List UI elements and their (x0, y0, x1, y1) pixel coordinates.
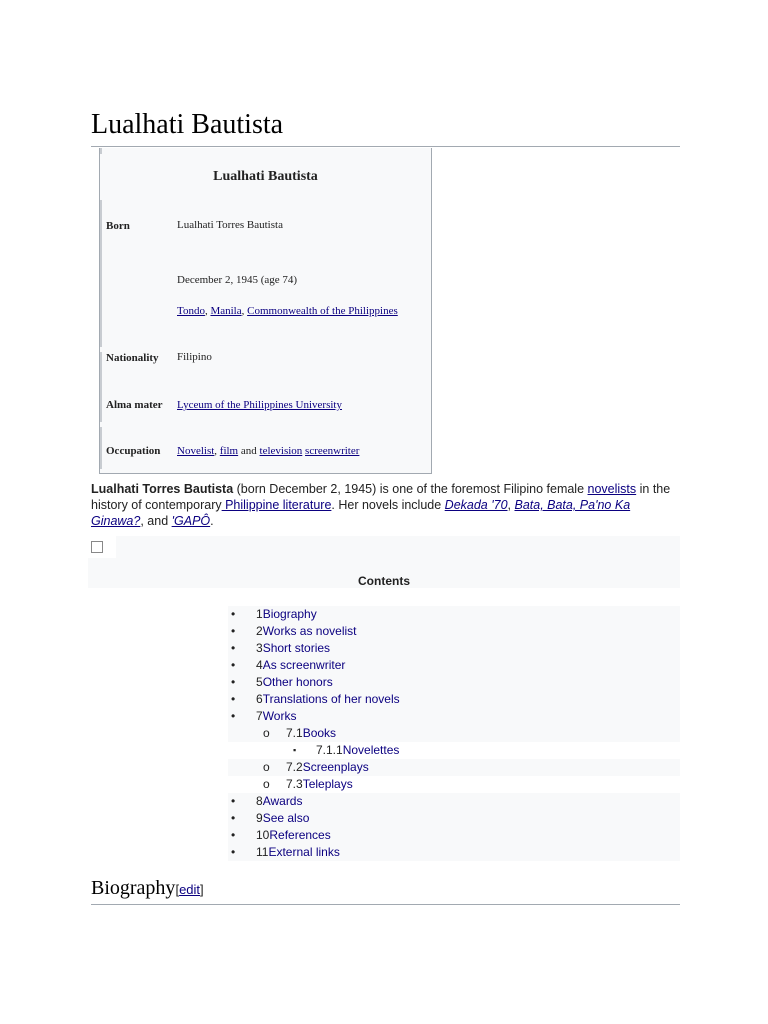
toc-bullet: o (263, 760, 270, 774)
toc-number: 4 (256, 658, 263, 672)
toc-number: 7 (256, 709, 263, 723)
toc-number: 7.1.1 (316, 743, 343, 757)
toc-item[interactable] (228, 844, 680, 861)
link-film[interactable]: film (219, 445, 239, 457)
toc-link[interactable] (256, 606, 317, 623)
toc-link[interactable] (316, 742, 399, 759)
toc-link[interactable] (256, 708, 296, 725)
toc-item[interactable] (228, 810, 680, 827)
toc-link[interactable] (256, 844, 340, 861)
section-heading-biography (91, 876, 680, 905)
toc-bullet: • (231, 811, 236, 825)
toc-item[interactable] (228, 725, 680, 742)
toc-item[interactable] (228, 776, 680, 793)
toc-label: Translations of her novels (262, 692, 400, 706)
toc-label: Works as novelist (262, 624, 357, 638)
link-dekada-70[interactable]: Dekada '70 (444, 498, 508, 512)
toc-item[interactable] (228, 793, 680, 810)
toc-label: References (269, 828, 331, 842)
toc-link[interactable] (256, 810, 309, 827)
toc-link[interactable] (256, 674, 333, 691)
bracket: ] (200, 882, 204, 897)
link-novelist[interactable]: Novelist (177, 445, 215, 457)
toc-number: 10 (256, 828, 270, 842)
toc-label: Novelettes (342, 743, 400, 757)
toc-item[interactable] (228, 657, 680, 674)
toc-number: 9 (256, 811, 263, 825)
link-gapo[interactable]: 'GAPÔ (171, 514, 211, 528)
born-name: Lualhati Torres Bautista (177, 219, 283, 231)
lead-bold-name: Lualhati Torres Bautista (91, 482, 234, 496)
toc-bullet: • (231, 828, 236, 842)
toc-link[interactable] (286, 759, 369, 776)
link-lyceum[interactable]: Lyceum of the Philippines University (177, 399, 342, 411)
toc-item[interactable] (228, 640, 680, 657)
toc-number: 1 (256, 607, 263, 621)
link-television[interactable]: television (259, 445, 303, 457)
toc-item[interactable] (228, 827, 680, 844)
link-novelists[interactable]: novelists (587, 482, 637, 496)
alma-mater-value (177, 399, 342, 411)
toc-label: Works (262, 709, 297, 723)
infobox-caption: Lualhati Bautista (213, 169, 318, 184)
link-philippine-literature[interactable]: Philippine literature (221, 498, 332, 512)
toc-item[interactable] (228, 708, 680, 725)
born-date: December 2, 1945 (age 74) (177, 274, 298, 286)
toc-bullet: • (231, 675, 236, 689)
toc-link[interactable] (256, 691, 400, 708)
nationality-label: Nationality (106, 352, 159, 364)
occupation-label: Occupation (106, 445, 161, 457)
separator: and (238, 445, 260, 457)
lead-text: . (210, 514, 214, 528)
toc-bullet: • (231, 607, 236, 621)
lead-text: (born December 2, 1945) is one of the foremost Filipino female (233, 482, 588, 496)
lead-text: , (507, 498, 515, 512)
toc-number: 3 (256, 641, 263, 655)
occupation-value (177, 445, 359, 457)
toc-bullet: • (231, 641, 236, 655)
toc-item[interactable] (228, 623, 680, 640)
toc-label: See also (262, 811, 310, 825)
nationality-value: Filipino (177, 351, 212, 363)
toc-number: 7.1 (286, 726, 303, 740)
link-manila[interactable]: Manila (210, 305, 242, 317)
toc-label: As screenwriter (262, 658, 346, 672)
toc-label: Short stories (262, 641, 331, 655)
toc-toggle-checkbox[interactable] (91, 541, 103, 553)
toc-bullet: • (231, 658, 236, 672)
toc-link[interactable] (256, 640, 330, 657)
infobox-rule (100, 427, 102, 469)
toc-label: Biography (262, 607, 317, 621)
toc-bullet: • (231, 692, 236, 706)
toc-header (88, 536, 680, 588)
separator: , (204, 305, 211, 317)
toc-bullet: ▪ (293, 745, 297, 755)
toc-link[interactable] (256, 623, 357, 640)
toc-bullet: • (231, 624, 236, 638)
toc-label: External links (268, 845, 340, 859)
infobox-rule (100, 200, 102, 347)
toc-number: 7.2 (286, 760, 303, 774)
section-heading-text: Biography (91, 877, 176, 899)
alma-mater-label: Alma mater (106, 399, 163, 411)
toc-number: 5 (256, 675, 263, 689)
lead-text: . Her novels include (331, 498, 445, 512)
toc-number: 11 (256, 845, 269, 859)
toc-bullet: o (263, 726, 270, 740)
toc-bullet: • (231, 709, 236, 723)
toc-link[interactable] (256, 657, 345, 674)
infobox (99, 148, 432, 474)
toc-item[interactable] (228, 674, 680, 691)
lead-text: , and (140, 514, 172, 528)
edit-link[interactable]: edit (179, 882, 201, 897)
toc-number: 6 (256, 692, 263, 706)
toc-bullet: • (231, 845, 236, 859)
toc-label: Books (302, 726, 337, 740)
toc-link[interactable] (286, 776, 353, 793)
infobox-rule (100, 148, 102, 154)
separator: , (214, 445, 220, 457)
toc-number: 2 (256, 624, 263, 638)
toc-item[interactable] (228, 742, 680, 759)
link-tondo[interactable]: Tondo (177, 305, 205, 317)
lead-text: in the history of contemporary (91, 482, 671, 512)
toc-number: 8 (256, 794, 263, 808)
born-label: Born (106, 220, 130, 232)
edit-section (175, 882, 203, 897)
link-commonwealth[interactable]: Commonwealth of the Philippines (247, 305, 398, 317)
toc-bullet: o (263, 777, 270, 791)
toc-item[interactable] (228, 759, 680, 776)
toc-link[interactable] (256, 827, 331, 844)
lead-paragraph (91, 481, 681, 529)
page-title: Lualhati Bautista (91, 108, 680, 147)
born-place (177, 305, 398, 317)
toc-title: Contents (358, 574, 410, 588)
separator: , (241, 305, 248, 317)
toc-bullet: • (231, 794, 236, 808)
toc-item[interactable] (228, 606, 680, 623)
toc-link[interactable] (256, 793, 302, 810)
bracket: [ (175, 882, 180, 897)
toc-label: Awards (262, 794, 303, 808)
toc-label: Other honors (262, 675, 333, 689)
infobox-rule (100, 380, 102, 422)
link-bata-bata[interactable]: Bata, Bata, Pa'no Ka Ginawa? (91, 498, 631, 528)
toc-link[interactable] (286, 725, 336, 742)
toc-label: Teleplays (302, 777, 353, 791)
toc-label: Screenplays (302, 760, 369, 774)
toc-list (88, 606, 680, 862)
toc-item[interactable] (228, 691, 680, 708)
toc-number: 7.3 (286, 777, 303, 791)
link-screenwriter[interactable]: screenwriter (305, 445, 360, 457)
